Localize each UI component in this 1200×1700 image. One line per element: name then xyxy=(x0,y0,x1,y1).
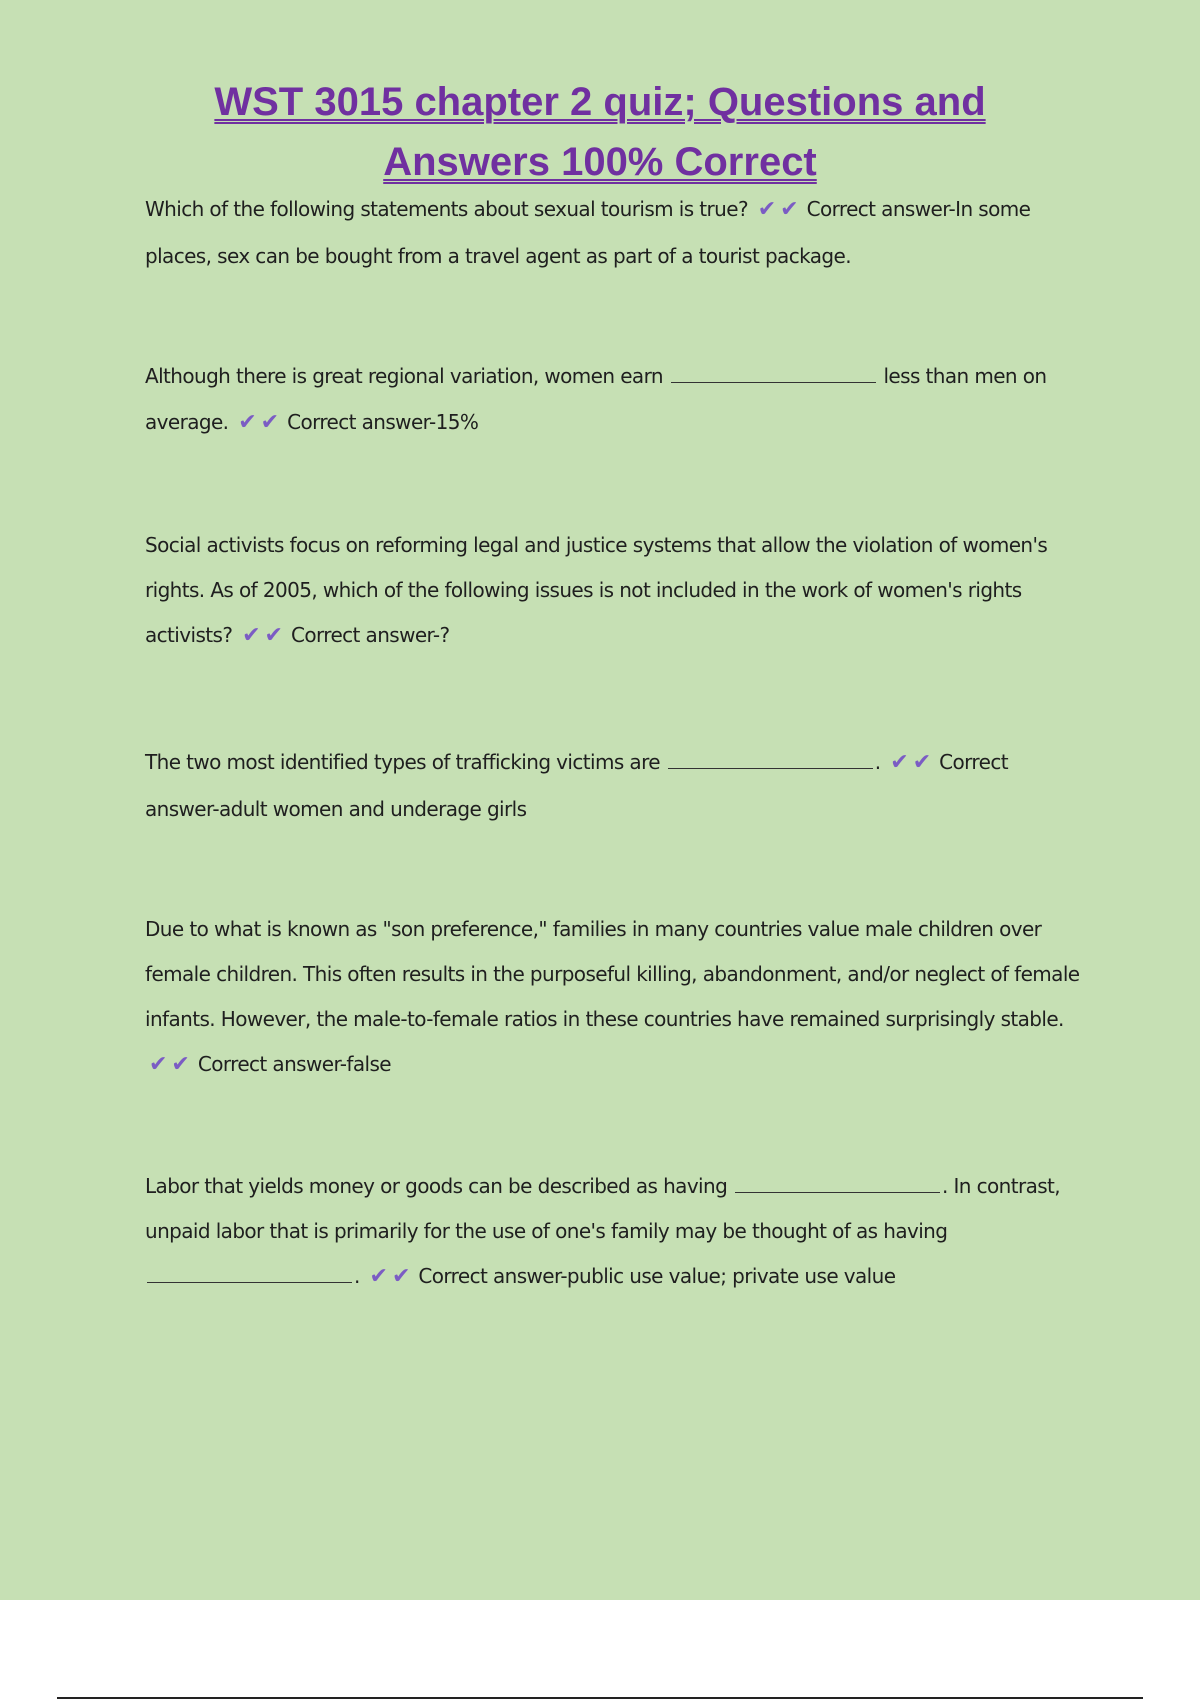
double-check-icon: ✔✔ xyxy=(890,750,936,775)
question-text: Due to what is known as "son preference," families in many countries value male children over female children. This often results in the purposeful killing, abandonment, and/or neglect of female infants. However, the male-to-female ratios in these countries have remained surprisingly stable. xyxy=(145,917,1080,1031)
question-text: Social activists focus on reforming legal and justice systems that allow the violation of women's rights. As of 2005, which of the following issues is not included in the work of women's rights activists? xyxy=(145,533,1048,647)
qa-item-2 xyxy=(145,353,1080,446)
title-line-1: WST 3015 chapter 2 quiz; Questions and xyxy=(214,80,986,124)
fill-in-blank xyxy=(668,750,873,769)
footer-divider xyxy=(57,1697,1143,1699)
question-text-continued: . xyxy=(874,750,881,774)
qa-item-3 xyxy=(145,523,1080,658)
title-line-2: Answers 100% Correct xyxy=(383,140,817,184)
answer-text: Correct answer-public use value; private use value xyxy=(418,1264,896,1288)
qa-item-5 xyxy=(145,907,1080,1087)
qa-item-4 xyxy=(145,739,1080,832)
double-check-icon: ✔✔ xyxy=(238,410,284,435)
question-text: Which of the following statements about sexual tourism is true? xyxy=(145,197,748,221)
question-text-end: . xyxy=(354,1264,360,1288)
question-text-continued: less than men on average. xyxy=(145,364,1047,434)
fill-in-blank xyxy=(735,1174,940,1193)
answer-text: Correct answer-? xyxy=(290,623,450,647)
double-check-icon: ✔✔ xyxy=(242,623,287,648)
double-check-icon: ✔✔ xyxy=(757,197,803,222)
question-text: Although there is great regional variation, women earn xyxy=(145,364,663,388)
double-check-icon: ✔✔ xyxy=(369,1264,415,1289)
fill-in-blank xyxy=(671,364,876,383)
question-text: Labor that yields money or goods can be described as having xyxy=(145,1174,728,1198)
fill-in-blank xyxy=(147,1264,352,1283)
double-check-icon: ✔✔ xyxy=(149,1052,194,1077)
question-text: The two most identified types of trafficking victims are xyxy=(145,750,660,774)
question-text-continued: . In contrast, unpaid labor that is primarily for the use of one's family may be thought of as having xyxy=(145,1174,1061,1243)
qa-item-1 xyxy=(145,186,1080,279)
answer-text: Correct answer-15% xyxy=(287,410,479,434)
qa-item-6 xyxy=(145,1164,1080,1299)
answer-text: Correct answer-false xyxy=(197,1052,391,1076)
answer-text: Correct answer-adult women and underage girls xyxy=(145,750,1008,821)
answer-text: Correct answer-In some places, sex can be bought from a travel agent as part of a tourist package. xyxy=(145,197,1031,268)
document-title xyxy=(0,72,1200,192)
